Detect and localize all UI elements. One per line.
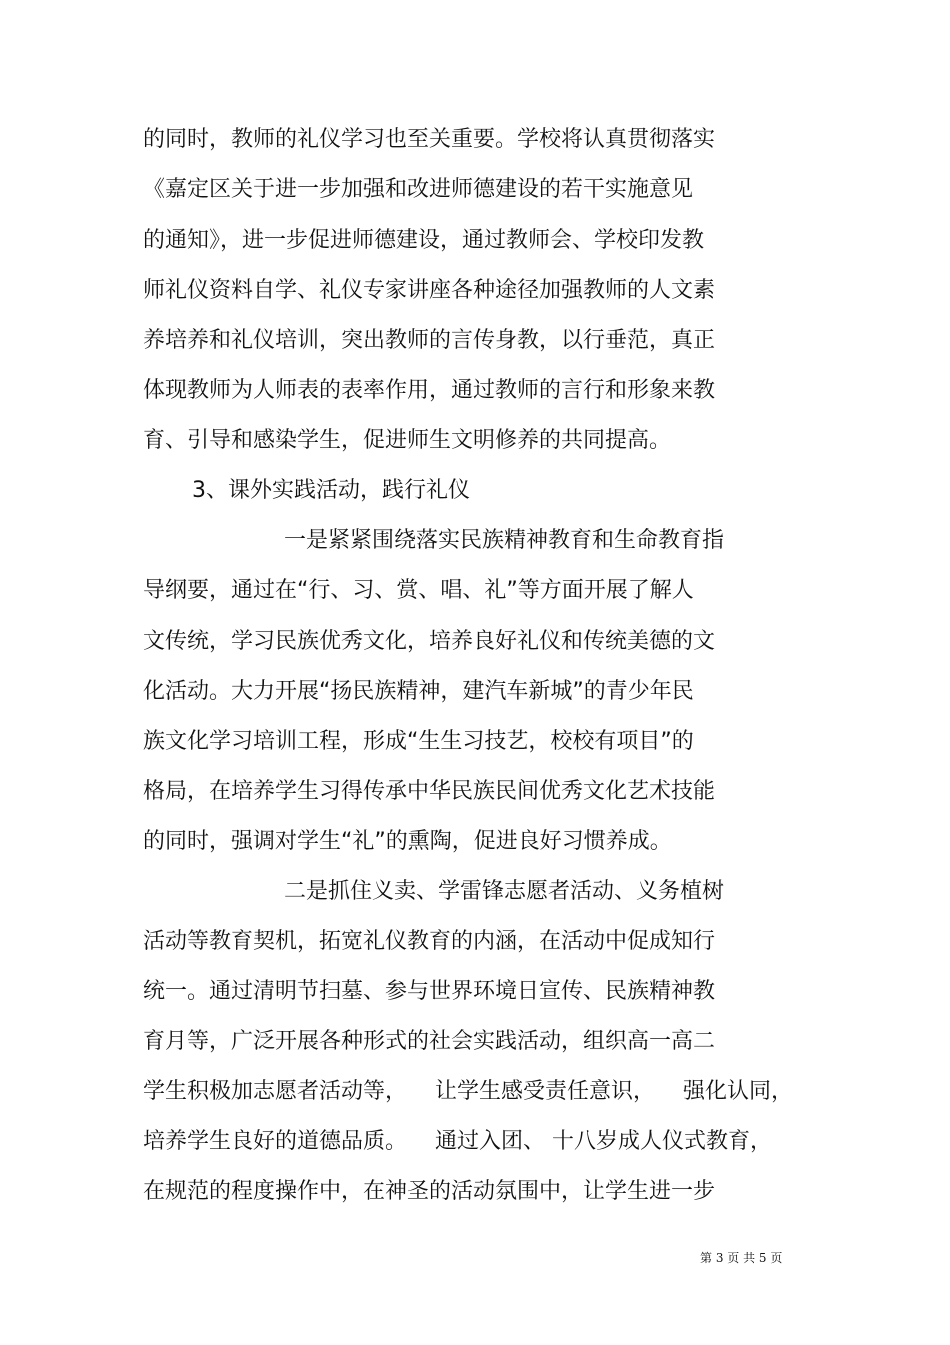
body-line: 活动等教育契机，拓宽礼仪教育的内涵，在活动中促成知行 (143, 929, 716, 954)
body-line: 的同时，教师的礼仪学习也至关重要。学校将认真贯彻落实 (143, 127, 716, 152)
body-line: 格局，在培养学生习得传承中华民族民间优秀文化艺术技能 (143, 779, 716, 804)
page-number-footer: 第 3 页 共 5 页 (700, 1251, 783, 1265)
paragraph-start-line: 一是紧紧围绕落实民族精神教育和生命教育指 (284, 528, 725, 553)
body-line: 《嘉定区关于进一步加强和改进师德建设的若干实施意见 (143, 177, 694, 202)
body-line: 学生积极加志愿者活动等， 让学生感受责任意识， 强化认同， (143, 1079, 793, 1104)
body-line: 化活动。大力开展“扬民族精神，建汽车新城”的青少年民 (143, 679, 694, 704)
body-line: 育、引导和感染学生，促进师生文明修养的共同提高。 (143, 428, 672, 453)
body-line: 体现教师为人师表的表率作用，通过教师的言行和形象来教 (143, 378, 716, 403)
section-heading: 3、课外实践活动，践行礼仪 (192, 478, 470, 503)
body-line: 统一。通过清明节扫墓、参与世界环境日宣传、民族精神教 (143, 979, 716, 1004)
body-line: 养培养和礼仪培训，突出教师的言传身教，以行垂范，真正 (143, 328, 716, 353)
body-line: 培养学生良好的道德品质。 通过入团、 十八岁成人仪式教育， (143, 1129, 772, 1154)
body-line: 师礼仪资料自学、礼仪专家讲座各种途径加强教师的人文素 (143, 278, 716, 303)
body-line: 文传统，学习民族优秀文化，培养良好礼仪和传统美德的文 (143, 629, 716, 654)
body-line: 在规范的程度操作中，在神圣的活动氛围中，让学生进一步 (143, 1179, 716, 1204)
paragraph-start-line: 二是抓住义卖、学雷锋志愿者活动、义务植树 (284, 879, 725, 904)
body-line: 的通知》，进一步促进师德建设，通过教师会、学校印发教 (143, 228, 705, 253)
body-line: 的同时，强调对学生“礼”的熏陶，促进良好习惯养成。 (143, 829, 672, 854)
body-line: 族文化学习培训工程，形成“生生习技艺，校校有项目”的 (143, 729, 694, 754)
body-line: 育月等，广泛开展各种形式的社会实践活动，组织高一高二 (143, 1029, 716, 1054)
body-line: 导纲要，通过在“行、习、赏、唱、礼”等方面开展了解人 (143, 578, 694, 603)
